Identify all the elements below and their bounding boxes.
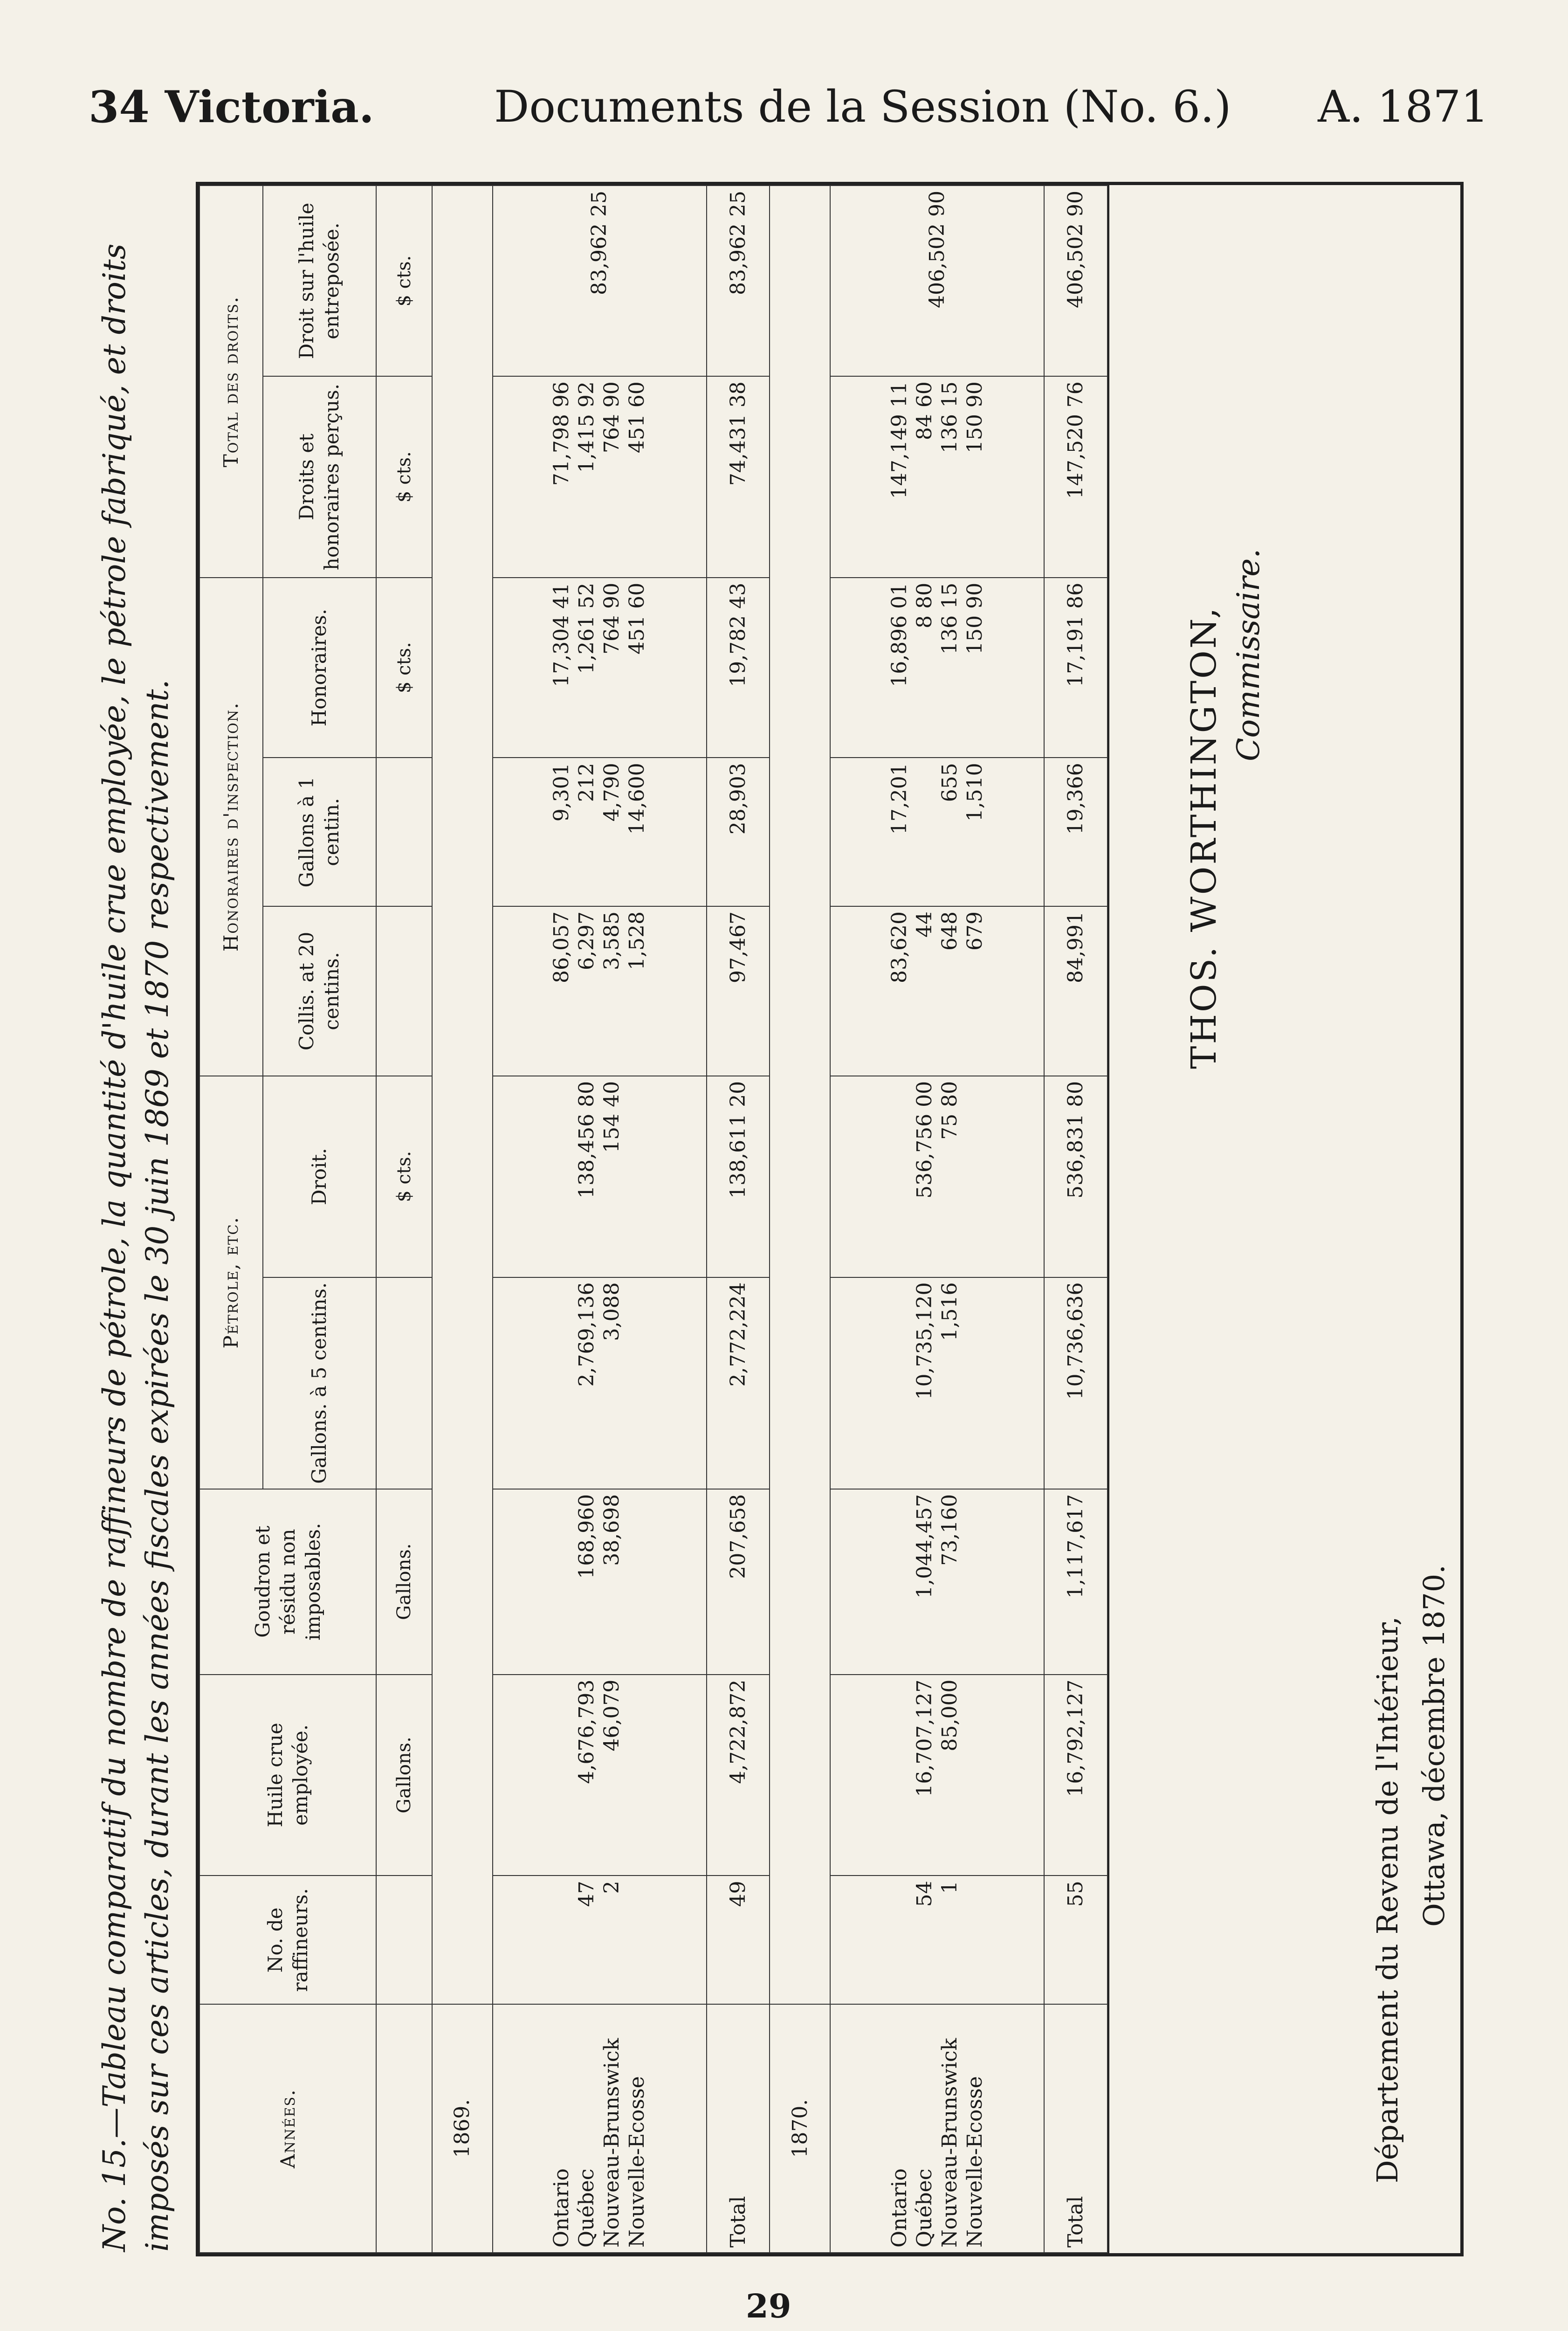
cell-honoraires: 16,896 01 8 80 136 15 150 90 bbox=[830, 578, 1044, 758]
col-droit-entrepose: Droit sur l'huile entreposée. bbox=[263, 186, 377, 376]
total-goudron: 207,658 bbox=[707, 1489, 770, 1675]
cell-raffineurs: 54 1 bbox=[830, 1876, 1044, 2004]
unit-cts: $ cts. bbox=[376, 186, 432, 376]
total-row bbox=[707, 186, 770, 2253]
total-droits-honoraires: 74,431 38 bbox=[707, 376, 770, 578]
col-gallons-1c: Gallons à 1 centin. bbox=[263, 758, 377, 906]
cell-petrole-gallons: 10,735,120 1,516 bbox=[830, 1277, 1044, 1489]
cell-gallons-1c: 9,301 212 4,790 14,600 bbox=[493, 758, 707, 906]
province-list: Ontario Québec Nouveau-Brunswick Nouvelle-Ecosse bbox=[830, 2004, 1044, 2253]
total-petrole-gallons: 2,772,224 bbox=[707, 1277, 770, 1489]
total-huile: 16,792,127 bbox=[1044, 1675, 1107, 1876]
total-goudron: 1,117,617 bbox=[1044, 1489, 1107, 1675]
unit-cts: $ cts. bbox=[376, 1076, 432, 1277]
col-raffineurs: No. de raffineurs. bbox=[199, 1876, 376, 2004]
unit-gallons: Gallons. bbox=[376, 1675, 432, 1876]
total-honoraires: 17,191 86 bbox=[1044, 578, 1107, 758]
cell-collis: 83,620 44 648 679 bbox=[830, 906, 1044, 1076]
col-honoraires: Honoraires. bbox=[263, 578, 377, 758]
col-huile: Huile crue employée. bbox=[199, 1675, 376, 1876]
cell-goudron: 1,044,457 73,160 bbox=[830, 1489, 1044, 1675]
running-head-center: Documents de la Session (No. 6.) bbox=[494, 82, 1231, 132]
total-label: Total bbox=[707, 2004, 770, 2253]
cell-honoraires: 17,304 41 1,261 52 764 90 451 60 bbox=[493, 578, 707, 758]
cell-huile: 4,676,793 46,079 bbox=[493, 1675, 707, 1876]
cell-huile: 16,707,127 85,000 bbox=[830, 1675, 1044, 1876]
unit-blank bbox=[376, 1876, 432, 2004]
rotated-table-frame bbox=[196, 182, 1464, 2256]
place-date: Ottawa, décembre 1870. bbox=[1417, 1565, 1451, 1927]
group-petrole: Pétrole, etc. bbox=[199, 1076, 263, 1489]
cell-petrole-droit: 536,756 00 75 80 bbox=[830, 1076, 1044, 1277]
running-head-left: 34 Victoria. bbox=[89, 82, 374, 133]
col-petrole-droit: Droit. bbox=[263, 1076, 377, 1277]
unit-blank bbox=[376, 1277, 432, 1489]
total-huile: 4,722,872 bbox=[707, 1675, 770, 1876]
signatory-title: Commissaire. bbox=[1231, 548, 1266, 761]
unit-cts: $ cts. bbox=[376, 578, 432, 758]
unit-blank bbox=[376, 906, 432, 1076]
petroleum-table bbox=[199, 185, 1108, 2253]
cell-droit-entrepose: 83,962 25 bbox=[493, 186, 707, 376]
total-collis: 97,467 bbox=[707, 906, 770, 1076]
total-droit-entrepose: 406,502 90 bbox=[1044, 186, 1107, 376]
signatory-name: THOS. WORTHINGTON, bbox=[1184, 606, 1224, 1069]
total-gallons-1c: 28,903 bbox=[707, 758, 770, 906]
cell-collis: 86,057 6,297 3,585 1,528 bbox=[493, 906, 707, 1076]
total-gallons-1c: 19,366 bbox=[1044, 758, 1107, 906]
total-droit-entrepose: 83,962 25 bbox=[707, 186, 770, 376]
col-petrole-gallons: Gallons. à 5 centins. bbox=[263, 1277, 377, 1489]
total-raffineurs: 49 bbox=[707, 1876, 770, 2004]
unit-gallons: Gallons. bbox=[376, 1489, 432, 1675]
col-goudron: Goudron et résidu non imposables. bbox=[199, 1489, 376, 1675]
table-row bbox=[493, 186, 707, 2253]
year-label: 1870. bbox=[770, 2004, 830, 2253]
cell-raffineurs: 47 2 bbox=[493, 1876, 707, 2004]
total-petrole-droit: 138,611 20 bbox=[707, 1076, 770, 1277]
total-petrole-droit: 536,831 80 bbox=[1044, 1076, 1107, 1277]
total-row bbox=[1044, 186, 1107, 2253]
cell-gallons-1c: 17,201 655 1,510 bbox=[830, 758, 1044, 906]
cell-goudron: 168,960 38,698 bbox=[493, 1489, 707, 1675]
group-honoraires: Honoraires d'inspection. bbox=[199, 578, 263, 1076]
cell-droits-honoraires: 71,798 96 1,415 92 764 90 451 60 bbox=[493, 376, 707, 578]
unit-blank bbox=[376, 758, 432, 906]
signature-block bbox=[1108, 185, 1468, 2253]
group-total-droits: Total des droits. bbox=[199, 186, 263, 578]
total-honoraires: 19,782 43 bbox=[707, 578, 770, 758]
page-number: 29 bbox=[746, 2287, 791, 2325]
col-droits-honoraires: Droits et honoraires perçus. bbox=[263, 376, 377, 578]
table-caption: No. 15.—Tableau comparatif du nombre de raffineurs de pétrole, la quantité d'huile crue employée, le pétrole fabriqué, et droits imposés sur ces articles, durant les années fiscales expirées le 30 juin 1869 et 1870 respectivement. bbox=[96, 243, 175, 2252]
total-petrole-gallons: 10,736,636 bbox=[1044, 1277, 1107, 1489]
col-collis: Collis. at 20 centins. bbox=[263, 906, 377, 1076]
department-name: Département du Revenu de l'Intérieur, bbox=[1370, 1616, 1404, 2183]
running-head-right: A. 1871 bbox=[1318, 82, 1489, 132]
table-row bbox=[830, 186, 1044, 2253]
year-spacer bbox=[432, 186, 493, 2004]
cell-petrole-gallons: 2,769,136 3,088 bbox=[493, 1277, 707, 1489]
total-label: Total bbox=[1044, 2004, 1107, 2253]
total-collis: 84,991 bbox=[1044, 906, 1107, 1076]
year-spacer bbox=[770, 186, 830, 2004]
unit-blank bbox=[376, 2004, 432, 2253]
cell-droits-honoraires: 147,149 11 84 60 136 15 150 90 bbox=[830, 376, 1044, 578]
unit-cts: $ cts. bbox=[376, 376, 432, 578]
year-label: 1869. bbox=[432, 2004, 493, 2253]
total-raffineurs: 55 bbox=[1044, 1876, 1107, 2004]
col-annees: Années. bbox=[199, 2004, 376, 2253]
cell-droit-entrepose: 406,502 90 bbox=[830, 186, 1044, 376]
province-list: Ontario Québec Nouveau-Brunswick Nouvelle-Ecosse bbox=[493, 2004, 707, 2253]
cell-petrole-droit: 138,456 80 154 40 bbox=[493, 1076, 707, 1277]
total-droits-honoraires: 147,520 76 bbox=[1044, 376, 1107, 578]
